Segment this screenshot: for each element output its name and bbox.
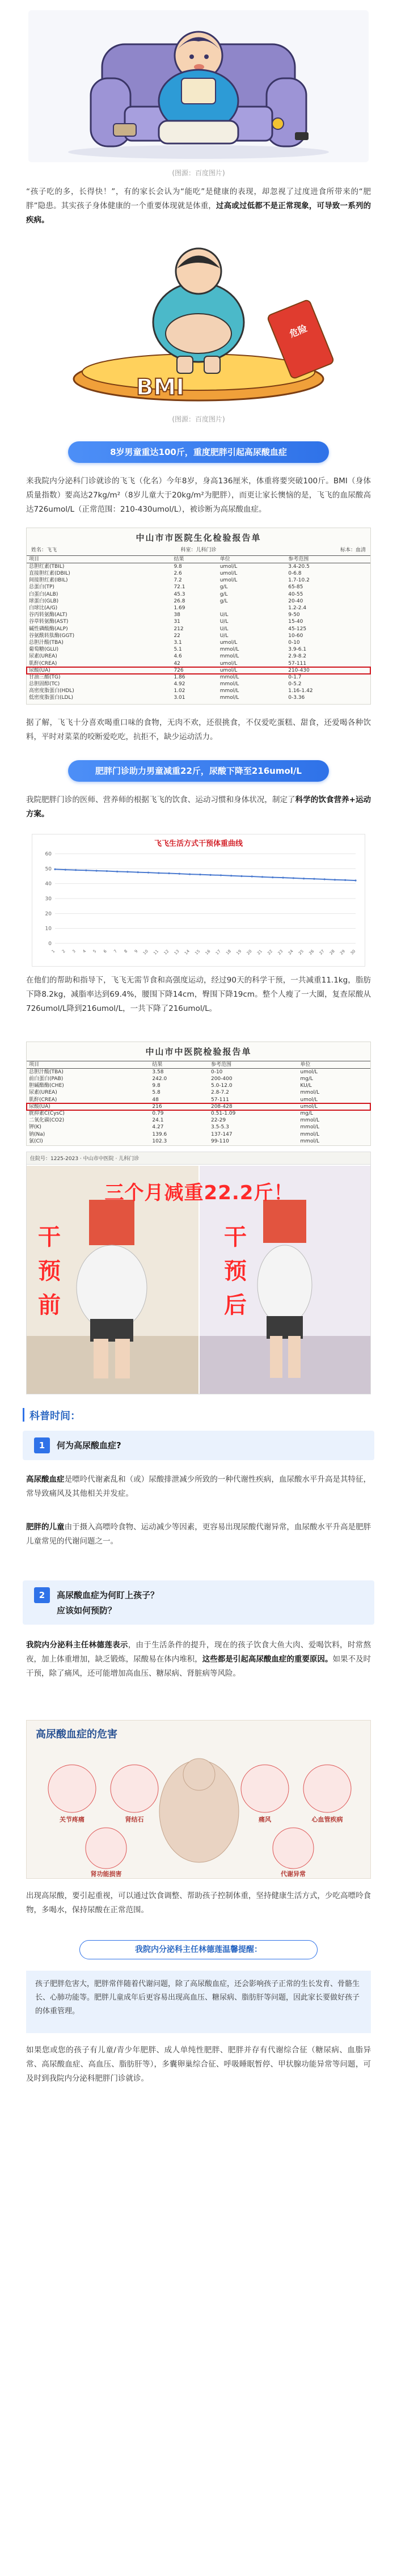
data-point (251, 875, 253, 877)
section-accent-line (23, 1408, 24, 1422)
data-point (210, 874, 212, 876)
table-cell: 总胆汁酸(TBA) (29, 1069, 64, 1075)
image-caption: (图源：百度图片) (172, 169, 225, 177)
x-tick-label: 24 (287, 948, 294, 956)
table-row (27, 605, 370, 612)
column-header: 参考范围 (286, 556, 370, 563)
table-cell: 15-40 (288, 619, 303, 625)
data-point (179, 873, 180, 875)
answer-3: 出现高尿酸，要引起重视，可以通过饮食调整、帮助孩子控制体重，坚持健康生活方式，少吃高嘌呤食物，多喝水，保持尿酸在正常范围。 (26, 1891, 371, 1915)
data-point (293, 877, 294, 879)
table-cell: 2.9-8.2 (288, 654, 307, 660)
table-cell: 0.79 (152, 1111, 164, 1117)
column-header: 项目 (27, 556, 171, 563)
table-cell: 谷氨酰转肽酶(GGT) (29, 633, 75, 639)
table-cell: 139.6 (152, 1131, 167, 1137)
table-cell: 3.1 (174, 639, 182, 646)
x-tick-label: 30 (349, 948, 357, 956)
data-point (168, 872, 170, 874)
table-cell: 3.9-6.1 (288, 647, 307, 653)
answer-text: 如果不及时干预，除了痛风，还可能增加高血压、糖尿病、肾脏病等风险。 (26, 1655, 371, 1678)
x-tick-label: 18 (225, 948, 233, 956)
report-title: 中山市市医院生化检验报告单 (136, 533, 261, 543)
table-row (27, 618, 370, 625)
table-cell: 肌酐(CREA) (29, 660, 57, 667)
table-cell: 40-55 (288, 591, 303, 597)
data-point (303, 878, 305, 879)
answer-text: 是嘌呤代谢紊乱和（或）尿酸排泄减少所致的一种代谢性疾病，血尿酸水平升高是其特征，常导致痛风及其他相关并发症。 (26, 1475, 371, 1498)
table-cell: 137-147 (210, 1131, 233, 1137)
table-cell: 2.6 (174, 571, 182, 577)
column-header: 参考范围 (209, 1061, 298, 1069)
table-cell: mmol/L (219, 654, 239, 660)
table-cell (218, 605, 286, 612)
table-cell: 1.16-1.42 (288, 688, 313, 694)
answer-text: ，由于生活条件的提升，现在的孩子饮食大鱼大肉、爱喝饮料，时常熬夜，加上体重增加，缺乏锻炼，尿酸易在体内堆积， (26, 1641, 371, 1664)
table-cell: 0-10 (210, 1069, 223, 1075)
table-cell: mg/L (300, 1111, 313, 1117)
answer-2 (26, 1638, 371, 1681)
plan-text: 我院肥胖门诊的医师、营养师的根据飞飞的饮食、运动习惯和身体状况，制定了 (26, 795, 295, 804)
x-tick-label: 23 (277, 948, 284, 956)
data-point (261, 876, 263, 878)
table-row (27, 1124, 370, 1131)
data-point (65, 869, 66, 871)
table-cell: 总蛋白(TP) (29, 584, 54, 591)
table-row (27, 577, 370, 584)
data-point (199, 874, 201, 875)
column-header: 结果 (150, 1061, 209, 1069)
table-cell: 4.6 (174, 654, 182, 660)
image-caption: (图源：百度图片) (172, 415, 225, 423)
table-cell: 26.8 (174, 598, 185, 604)
table-row (27, 633, 370, 639)
table-cell: 尿酸(UA) (29, 1103, 50, 1110)
chart-title: 飞飞生活方式干预体重曲线 (154, 840, 243, 848)
table-row (27, 694, 370, 701)
lab-report-before (26, 528, 371, 705)
table-cell: 99-110 (210, 1138, 229, 1144)
table-row (27, 626, 370, 633)
report-dept: 科室：儿科门诊 (180, 547, 217, 553)
photo-header: 住院号：1225-2023 · 中山市中医院 · 儿科门诊 (27, 1152, 370, 1165)
question-text: 何为高尿酸血症? (57, 1440, 121, 1451)
table-cell: 甘油三酯(TG) (29, 674, 61, 680)
x-tick-label: 28 (328, 948, 336, 956)
weight-chart (32, 834, 365, 967)
answer-emphasis: 肥胖的儿童 (26, 1523, 65, 1532)
table-row (27, 584, 370, 591)
plan-paragraph (26, 793, 371, 821)
table-cell: 200-400 (210, 1076, 233, 1082)
table-cell: 22 (174, 633, 180, 639)
table-cell: 1.86 (174, 674, 185, 680)
table-cell: 38 (174, 612, 180, 618)
table-cell: 24.1 (152, 1118, 164, 1124)
table-cell: 0-10 (288, 639, 300, 646)
table-cell: 3.4-20.5 (288, 564, 310, 570)
x-tick-label: 29 (339, 948, 347, 956)
table-cell: 谷草转氨酶(AST) (29, 619, 69, 625)
table-cell: umol/L (219, 667, 238, 673)
table-cell: 726 (174, 667, 184, 673)
data-point (85, 870, 87, 871)
diagram-label: 肾功能损害 (90, 1870, 122, 1878)
table-cell: U/L (219, 633, 229, 639)
table-row (27, 653, 370, 660)
table-cell: 0-5.2 (288, 681, 302, 688)
table-row (27, 688, 370, 694)
data-point (75, 869, 77, 871)
table-cell: U/L (219, 619, 229, 625)
data-point (354, 880, 356, 882)
question-text: 应该如何预防？ (57, 1605, 117, 1616)
table-row (27, 1117, 370, 1124)
table-cell: 9.8 (174, 564, 182, 570)
table-cell: 间接胆红素(IBIL) (29, 577, 68, 584)
y-tick-label: 50 (45, 866, 52, 872)
table-cell: mmol/L (300, 1090, 319, 1096)
table-cell: 胆碱酯酶(CHE) (29, 1083, 64, 1089)
x-tick-label: 9 (133, 948, 139, 954)
table-cell: 白球比(A/G) (29, 605, 58, 612)
answer-text: 由于摄入高嘌呤食物、运动减少等因素，更容易出现尿酸代谢异常，血尿酸水平升高是肥胖儿童常见的代谢问题之一。 (26, 1523, 371, 1546)
table-cell: umol/L (219, 571, 238, 577)
question-number: 2 (34, 1587, 50, 1603)
table-cell: mmol/L (219, 681, 239, 688)
report-title: 中山市中医院检验报告单 (145, 1047, 252, 1057)
science-title: 科普时间： (29, 1410, 81, 1422)
table-cell: g/L (219, 591, 228, 597)
table-cell: 7.2 (174, 577, 182, 584)
table-row (27, 598, 370, 605)
table-cell: 45-125 (288, 626, 307, 632)
data-point (116, 871, 118, 872)
table-cell: 钾(K) (29, 1124, 41, 1131)
data-point (158, 872, 159, 874)
answer-1b (26, 1520, 371, 1549)
table-cell: mmol/L (219, 688, 239, 694)
diagram-label: 关节疼痛 (60, 1816, 85, 1823)
diagram-graphic (27, 1721, 371, 1879)
table-row (27, 674, 370, 681)
table-row (27, 1082, 370, 1089)
table-cell: 1.69 (174, 605, 185, 612)
data-point (220, 874, 222, 876)
data-point (344, 879, 346, 881)
data-point (189, 873, 191, 875)
table-cell: 0.51-1.09 (210, 1111, 236, 1117)
table-cell: 0-1.7 (288, 674, 302, 680)
table-cell: 葡萄糖(GLU) (29, 647, 59, 653)
table-cell: mmol/L (300, 1138, 319, 1144)
x-tick-label: 7 (113, 948, 119, 954)
diagram-label: 代谢异常 (281, 1870, 306, 1878)
table-cell: 45.3 (174, 591, 185, 597)
table-row (27, 1131, 370, 1138)
y-tick-label: 10 (45, 926, 52, 932)
table-cell: 3.01 (174, 695, 185, 701)
data-point (230, 875, 232, 876)
diagram-title: 高尿酸血症的危害 (36, 1728, 117, 1740)
table-cell: 0-3.36 (288, 695, 305, 701)
table-row (27, 1069, 370, 1076)
x-tick-label: 27 (318, 948, 326, 956)
table-cell: 242.0 (152, 1076, 167, 1082)
x-tick-label: 13 (173, 948, 180, 956)
table-cell: 5.0-12.0 (210, 1083, 233, 1089)
y-tick-label: 40 (45, 881, 52, 887)
table-cell: 3.5-5.3 (210, 1124, 229, 1131)
x-tick-label: 6 (102, 948, 108, 954)
after-label: 干预后 (224, 1224, 247, 1318)
tips-heading: 我院内分泌科主任林德莲温馨提醒： (79, 1940, 318, 1959)
x-tick-label: 15 (194, 948, 201, 956)
report-specimen: 标本：血清 (340, 547, 366, 553)
table-cell: g/L (219, 584, 228, 591)
table-cell: 谷丙转氨酶(ALT) (29, 612, 67, 618)
diagram-label: 痛风 (259, 1816, 271, 1823)
table-cell: 2.8-7.2 (210, 1090, 229, 1096)
bmi-scale-image (28, 237, 369, 407)
table-cell: 9-50 (288, 612, 300, 618)
tips-paragraph-2: 如果您或您的孩子有儿童/青少年肥胖、成人单纯性肥胖、肥胖并存有代谢综合征（糖尿病、血脂异常、高尿酸血症、高血压、脂肪肝等），多囊卵巢综合征、呼吸睡眠暂停、甲状腺功能异常等问题，可及时到我院内分泌科肥胖门诊就诊。 (26, 2046, 371, 2083)
answer-emphasis: 高尿酸血症 (26, 1475, 65, 1484)
data-point (54, 868, 56, 870)
hyperuricemia-diagram (26, 1720, 371, 1879)
column-header: 项目 (27, 1061, 150, 1069)
data-point (282, 877, 284, 879)
table-cell: 尿酸(UA) (29, 667, 50, 673)
x-tick-label: 1 (50, 948, 56, 954)
table-cell: 总胆红素(TBIL) (29, 564, 65, 570)
bmi-illustration (28, 237, 369, 407)
x-tick-label: 3 (71, 948, 77, 954)
table-cell: 尿素(UREA) (29, 654, 57, 660)
table-row (27, 1110, 370, 1117)
table-row (27, 563, 370, 571)
report-patient: 姓名：飞飞 (31, 547, 57, 553)
table-cell: 4.92 (174, 681, 185, 688)
column-header: 单位 (218, 556, 286, 563)
table-cell: mmol/L (300, 1118, 319, 1124)
table-cell: mmol/L (300, 1131, 319, 1137)
table-cell: mmol/L (300, 1124, 319, 1131)
data-point (126, 871, 128, 872)
table-cell: 72.1 (174, 584, 185, 591)
data-point (106, 870, 108, 872)
question-number: 1 (34, 1437, 50, 1453)
table-cell: 碱性磷酸酶(ALP) (29, 626, 68, 632)
table-cell: 1.2-2.4 (288, 605, 307, 612)
table-cell: 5.8 (152, 1090, 161, 1096)
result-paragraph: 在他们的帮助和指导下，飞飞无需节食和高强度运动，经过90天的科学干预，一共减重11.1kg，脂肪下降8.2kg，减脂率达到69.4%，腰围下降14cm，臀围下降19cm。整个人瘦了一大圈，复查尿酸从726umol/L降到216umol/L，一共下降了216umol/L。 (26, 976, 371, 1013)
intro-emphasis: 过高或过低都不是正常现象，可导致一系列的疾病。 (26, 201, 371, 225)
data-point (324, 878, 326, 880)
table-cell: 10-60 (288, 633, 303, 639)
before-label: 干预前 (38, 1224, 61, 1318)
table-cell: 42 (174, 660, 180, 667)
table-cell: 216 (152, 1103, 162, 1110)
table-cell: 3.58 (152, 1069, 164, 1075)
table-cell: 胱抑素C(CysC) (29, 1111, 65, 1117)
series-line (55, 869, 356, 880)
table-cell: mmol/L (219, 674, 239, 680)
table-cell: 20-40 (288, 598, 303, 604)
before-after-photos (26, 1152, 371, 1394)
column-header: 结果 (171, 556, 217, 563)
data-point (240, 875, 242, 877)
x-tick-label: 26 (308, 948, 315, 956)
table-cell: 65-85 (288, 584, 303, 591)
intro-text: “孩子吃的多，长得快！”，有的家长会认为“能吃”是健康的表现，却忽视了过度进食所带来的“肥胖”隐患。其实孩子身体健康的一个重要体现就是体重， (26, 187, 371, 210)
table-cell: umol/L (219, 564, 238, 570)
table-row (27, 591, 370, 598)
answer-1 (26, 1473, 371, 1501)
data-point (313, 878, 315, 880)
table-row (27, 1103, 370, 1110)
table-row (27, 612, 370, 618)
table-cell: 1.02 (174, 688, 185, 694)
table-row (27, 639, 370, 646)
x-tick-label: 12 (163, 948, 170, 956)
bmi-label: BMI (136, 374, 185, 400)
diet-paragraph: 据了解，飞飞十分喜欢喝重口味的食物，无肉不欢，还很挑食，不仅爱吃蛋糕、甜食，还爱喝各种饮料，平时对菜菜的咬断爱吃吃，抗拒不，缺少运动活力。 (26, 718, 371, 741)
table-cell: 208-428 (210, 1103, 233, 1110)
table-cell: 氯(Cl) (29, 1138, 43, 1144)
couch-boy-image (28, 10, 369, 162)
table-row (27, 681, 370, 688)
table-row (27, 646, 370, 653)
x-tick-label: 16 (204, 948, 212, 956)
table-cell: umol/L (219, 660, 238, 667)
y-tick-label: 60 (45, 851, 52, 857)
weight-loss-overlay: 三个月减重22.2斤！ (104, 1182, 294, 1204)
couch-illustration (28, 10, 369, 162)
table-cell: U/L (219, 612, 229, 618)
x-tick-label: 25 (298, 948, 305, 956)
table-cell: 低密度脂蛋白(LDL) (29, 695, 73, 701)
table-cell: 尿素(UREA) (29, 1090, 57, 1096)
table-cell: 总胆固醇(TC) (29, 681, 60, 688)
table-cell: 直接胆红素(DBIL) (29, 571, 70, 577)
table-row (27, 570, 370, 577)
x-tick-label: 20 (246, 948, 253, 956)
table-cell: 1.7-10.2 (288, 577, 310, 584)
plan-emphasis: 科学的饮食营养+运动方案。 (26, 795, 371, 819)
table-cell: 9.8 (152, 1083, 161, 1089)
table-cell: KU/L (300, 1083, 312, 1089)
x-tick-label: 17 (214, 948, 222, 956)
table-cell: 前白蛋白(PAB) (29, 1076, 64, 1082)
table-cell: 总胆汁酸(TBA) (29, 639, 64, 646)
table-cell: mg/L (300, 1076, 313, 1082)
tips-body-1: 孩子肥胖危害大，肥胖常伴随着代谢问题，除了高尿酸血症，还会影响孩子正常的生长发育、骨骼生长、心肺功能等。肥胖儿童成年后更容易出现高血压、糖尿病、脂肪肝等问题，因此家长要做好孩子的体重管理。 (26, 1971, 371, 2033)
table-row (27, 1138, 370, 1145)
lab-report-after (26, 1042, 371, 1146)
table-cell: umol/L (219, 639, 238, 646)
table-cell: U/L (219, 626, 229, 632)
x-tick-label: 5 (92, 948, 98, 954)
table-cell: 白蛋白(ALB) (29, 591, 58, 597)
table-cell: umol/L (219, 577, 238, 584)
question-text: 高尿酸血症为何盯上孩子？ (57, 1590, 159, 1600)
table-cell: 212 (174, 626, 184, 632)
table-cell: g/L (219, 598, 228, 604)
x-tick-label: 21 (256, 948, 263, 956)
table-cell: 210-430 (288, 667, 310, 673)
table-cell: 4.27 (152, 1124, 164, 1131)
y-tick-label: 30 (45, 896, 52, 902)
table-cell: umol/L (300, 1097, 318, 1103)
x-tick-label: 11 (153, 948, 160, 956)
table-cell: 钠(Na) (29, 1131, 45, 1137)
table-cell: 5.1 (174, 647, 182, 653)
table-cell: 0-6.8 (288, 571, 302, 577)
table-cell: 高密度脂蛋白(HDL) (29, 688, 74, 694)
column-header: 单位 (298, 1061, 370, 1069)
y-tick-label: 0 (48, 941, 52, 947)
x-tick-label: 4 (82, 948, 87, 954)
x-tick-label: 10 (142, 948, 149, 956)
data-point (334, 879, 336, 880)
table-cell: umol/L (300, 1069, 318, 1075)
x-tick-label: 2 (61, 948, 66, 954)
case-paragraph: 来我院内分泌科门诊就诊的飞飞（化名）今年8岁，身高136厘米，体重将要突破100斤。BMI（身体质量指数）要高达27kg/m²（8岁儿童大于20kg/m²为肥胖），而更让家长懊恼的是，飞飞的血尿酸高达726umol/L（正常范围：210-430umol/L），被诊断为高尿酸血症。 (26, 477, 371, 514)
table-row (27, 1089, 370, 1096)
data-point (137, 871, 139, 873)
report-table (27, 555, 370, 702)
answer-emphasis: 这些都是引起高尿酸血症的重要原因。 (202, 1655, 333, 1664)
y-tick-label: 20 (45, 911, 52, 917)
x-tick-label: 22 (267, 948, 274, 956)
table-cell: 57-111 (210, 1097, 229, 1103)
table-cell: 57-111 (288, 660, 307, 667)
table-cell: 102.3 (152, 1138, 167, 1144)
data-point (147, 872, 149, 874)
data-point (96, 870, 98, 871)
answer-emphasis: 我院内分泌科主任林德莲表示 (26, 1641, 128, 1650)
danger-sign: 危险 (288, 322, 309, 340)
question-card-2 (23, 1580, 374, 1625)
table-cell: 22-29 (210, 1118, 226, 1124)
diagram-label: 心血管疾病 (311, 1816, 343, 1823)
x-tick-label: 14 (184, 948, 191, 956)
table-row (27, 660, 370, 667)
table-cell: mmol/L (219, 695, 239, 701)
section-banner-result: 肥胖门诊助力男童减重22斤，尿酸下降至216umol/L (68, 760, 329, 782)
table-row (27, 1076, 370, 1082)
section-banner-case: 8岁男童重达100斤，重度肥胖引起高尿酸血症 (68, 441, 329, 463)
table-row (27, 1097, 370, 1103)
weight-line-chart (32, 834, 365, 966)
table-cell: 48 (152, 1097, 159, 1103)
table-cell: 肌酐(CREA) (29, 1097, 57, 1103)
data-point (272, 876, 273, 878)
table-cell: umol/L (300, 1103, 318, 1110)
table-cell: mmol/L (219, 647, 239, 653)
table-cell: 31 (174, 619, 180, 625)
x-tick-label: 19 (235, 948, 243, 956)
diagram-label: 肾结石 (125, 1816, 144, 1823)
report-table (27, 1061, 370, 1145)
intro-paragraph (26, 185, 371, 229)
table-row (27, 667, 370, 674)
table-cell: 二氧化碳(CO2) (29, 1118, 65, 1124)
x-tick-label: 8 (123, 948, 129, 954)
table-cell: 球蛋白(GLB) (29, 598, 59, 604)
